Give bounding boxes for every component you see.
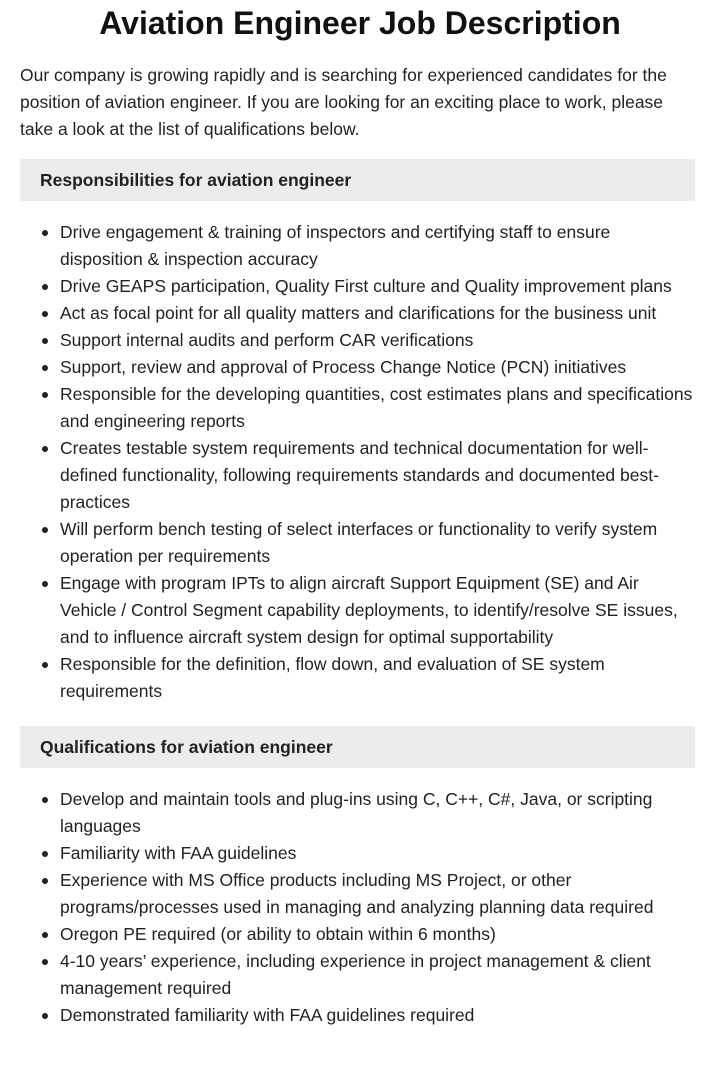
responsibilities-list <box>20 219 695 705</box>
list-item: Experience with MS Office products including MS Project, or other programs/processes used in managing and analyzing planning data required <box>60 867 695 921</box>
list-item: Oregon PE required (or ability to obtain within 6 months) <box>60 921 695 948</box>
intro-paragraph: Our company is growing rapidly and is searching for experienced candidates for the position of aviation engineer. If you are looking for an exciting place to work, please take a look at the list of qualifications below. <box>20 65 667 139</box>
qualifications-heading: Qualifications for aviation engineer <box>20 726 695 768</box>
responsibilities-heading: Responsibilities for aviation engineer <box>20 159 695 201</box>
list-item: Develop and maintain tools and plug-ins using C, C++, C#, Java, or scripting languages <box>60 786 695 840</box>
list-item: Engage with program IPTs to align aircraft Support Equipment (SE) and Air Vehicle / Control Segment capability deployments, to identify/resolve SE issues, and to influence aircraft system design for optimal supportability <box>60 570 695 651</box>
list-item: Support, review and approval of Process Change Notice (PCN) initiatives <box>60 354 695 381</box>
page-title: Aviation Engineer Job Description <box>99 5 621 41</box>
list-item: Drive GEAPS participation, Quality First culture and Quality improvement plans <box>60 273 695 300</box>
section-spacer <box>20 705 700 710</box>
list-item: Creates testable system requirements and technical documentation for well-defined functionality, following requirements standards and documented best-practices <box>60 435 695 516</box>
list-item: Responsible for the definition, flow down, and evaluation of SE system requirements <box>60 651 695 705</box>
list-item: Familiarity with FAA guidelines <box>60 840 695 867</box>
list-item: Will perform bench testing of select interfaces or functionality to verify system operation per requirements <box>60 516 695 570</box>
qualifications-list <box>20 786 695 1029</box>
list-item: Demonstrated familiarity with FAA guidelines required <box>60 1002 695 1029</box>
list-item: Drive engagement & training of inspectors and certifying staff to ensure disposition & inspection accuracy <box>60 219 695 273</box>
list-item: Support internal audits and perform CAR verifications <box>60 327 695 354</box>
list-item: 4-10 years’ experience, including experience in project management & client management required <box>60 948 695 1002</box>
list-item: Act as focal point for all quality matters and clarifications for the business unit <box>60 300 695 327</box>
list-item: Responsible for the developing quantities, cost estimates plans and specifications and engineering reports <box>60 381 695 435</box>
